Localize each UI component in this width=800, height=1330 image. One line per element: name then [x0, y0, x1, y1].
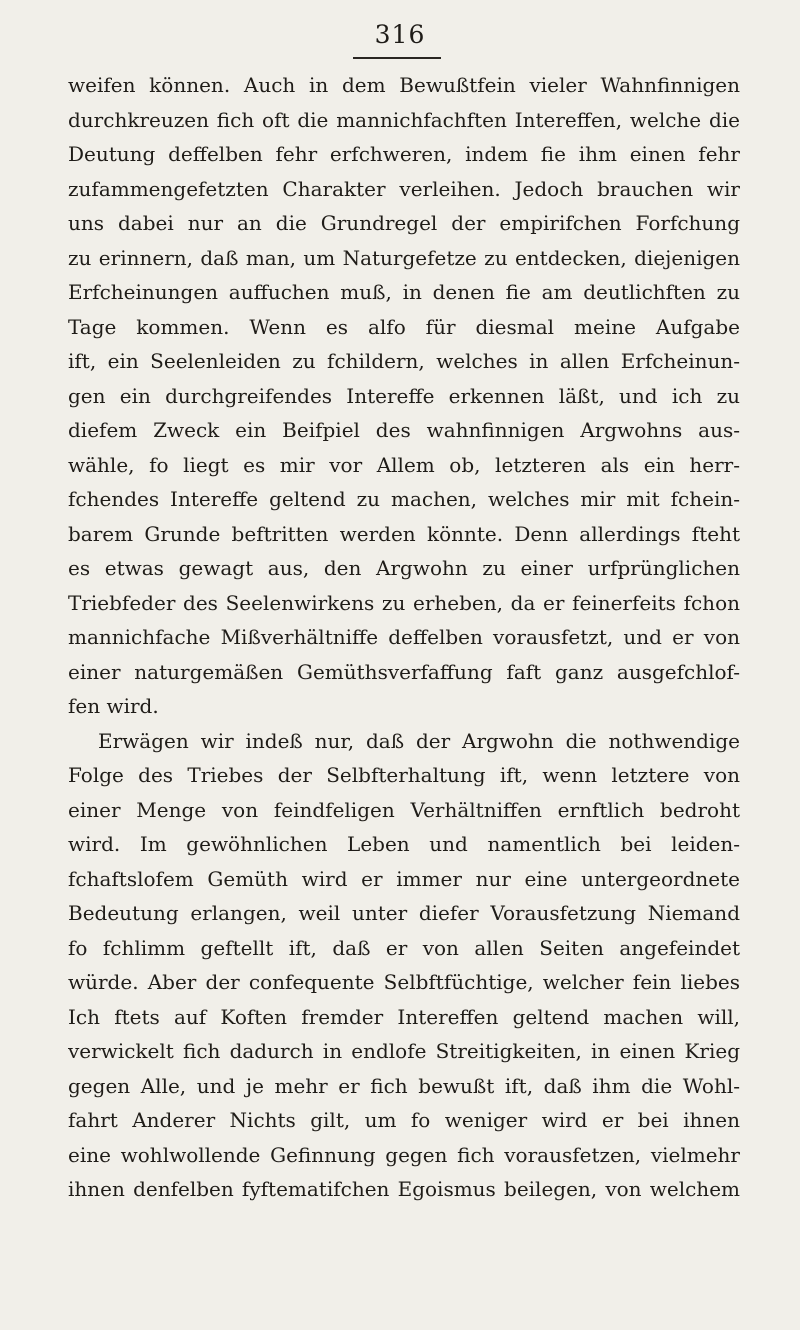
- text-line: es etwas gewagt aus, den Argwohn zu einer urfprünglichen: [68, 556, 740, 580]
- text-line: ift, ein Seelenleiden zu fchildern, welches in allen Erfcheinun-: [68, 349, 740, 373]
- text-line: Bedeutung erlangen, weil unter diefer Vorausfetzung Niemand: [68, 901, 740, 925]
- text-line: fo fchlimm geftellt ift, daß er von allen Seiten angefeindet: [68, 935, 740, 960]
- text-line: fahrt Anderer Nichts gilt, um fo weniger wird er bei ihnen: [68, 1108, 740, 1132]
- text-line: barem Grunde beftritten werden könnte. Denn allerdings fteht: [68, 521, 740, 546]
- page-number: 316: [374, 20, 426, 49]
- page-number-rule: [353, 57, 441, 59]
- text-line: mannichfache Mißverhältniffe deffelben vorausfetzt, und er von: [68, 625, 740, 649]
- body-text: [68, 68, 740, 1207]
- text-line: fen wird.: [68, 694, 159, 718]
- text-line: uns dabei nur an die Grundregel der empirifchen Forfchung: [68, 211, 740, 235]
- text-line: Folge des Triebes der Selbfterhaltung ift, wenn letztere von: [68, 763, 740, 787]
- text-line: fchendes Intereffe geltend zu machen, welches mir mit fchein-: [68, 487, 740, 511]
- text-line: zufammengefetzten Charakter verleihen. Jedoch brauchen wir: [68, 176, 740, 201]
- text-line: fchaftslofem Gemüth wird er immer nur eine untergeordnete: [68, 866, 740, 891]
- text-line: weifen können. Auch in dem Bewußtfein vieler Wahnfinnigen: [68, 73, 740, 97]
- text-line: wähle, fo liegt es mir vor Allem ob, letzteren als ein herr-: [68, 452, 740, 477]
- text-line: gen ein durchgreifendes Intereffe erkennen läßt, und ich zu: [68, 383, 740, 408]
- text-line: durchkreuzen fich oft die mannichfachften Intereffen, welche die: [68, 107, 740, 132]
- text-line: einer naturgemäßen Gemüthsverfaffung faft ganz ausgefchlof-: [68, 659, 740, 684]
- text-line: diefem Zweck ein Beifpiel des wahnfinnigen Argwohns aus-: [68, 418, 740, 442]
- text-line: Erwägen wir indeß nur, daß der Argwohn die nothwendige: [98, 728, 740, 753]
- text-line: Ich ftets auf Koften fremder Intereffen geltend machen will,: [68, 1004, 740, 1029]
- text-line: eine wohlwollende Gefinnung gegen fich vorausfetzen, vielmehr: [68, 1142, 740, 1167]
- text-line: würde. Aber der confequente Selbftfüchtige, welcher fein liebes: [68, 970, 740, 994]
- text-line: wird. Im gewöhnlichen Leben und namentlich bei leiden-: [68, 832, 740, 856]
- text-line: Erfcheinungen auffuchen muß, in denen fie am deutlichften zu: [68, 280, 740, 304]
- text-line: einer Menge von feindfeligen Verhältniffen ernftlich bedroht: [68, 797, 740, 822]
- text-line: verwickelt fich dadurch in endlofe Streitigkeiten, in einen Krieg: [68, 1039, 740, 1063]
- text-line: ihnen denfelben fyftematifchen Egoismus beilegen, von welchem: [68, 1177, 740, 1201]
- text-line: Triebfeder des Seelenwirkens zu erheben, da er feinerfeits fchon: [68, 590, 740, 615]
- text-line: gegen Alle, und je mehr er fich bewußt ift, daß ihm die Wohl-: [68, 1073, 740, 1098]
- text-line: Deutung deffelben fehr erfchweren, indem fie ihm einen fehr: [68, 142, 740, 166]
- text-line: zu erinnern, daß man, um Naturgefetze zu entdecken, diejenigen: [68, 245, 740, 270]
- text-line: Tage kommen. Wenn es alfo für diesmal meine Aufgabe: [68, 314, 740, 339]
